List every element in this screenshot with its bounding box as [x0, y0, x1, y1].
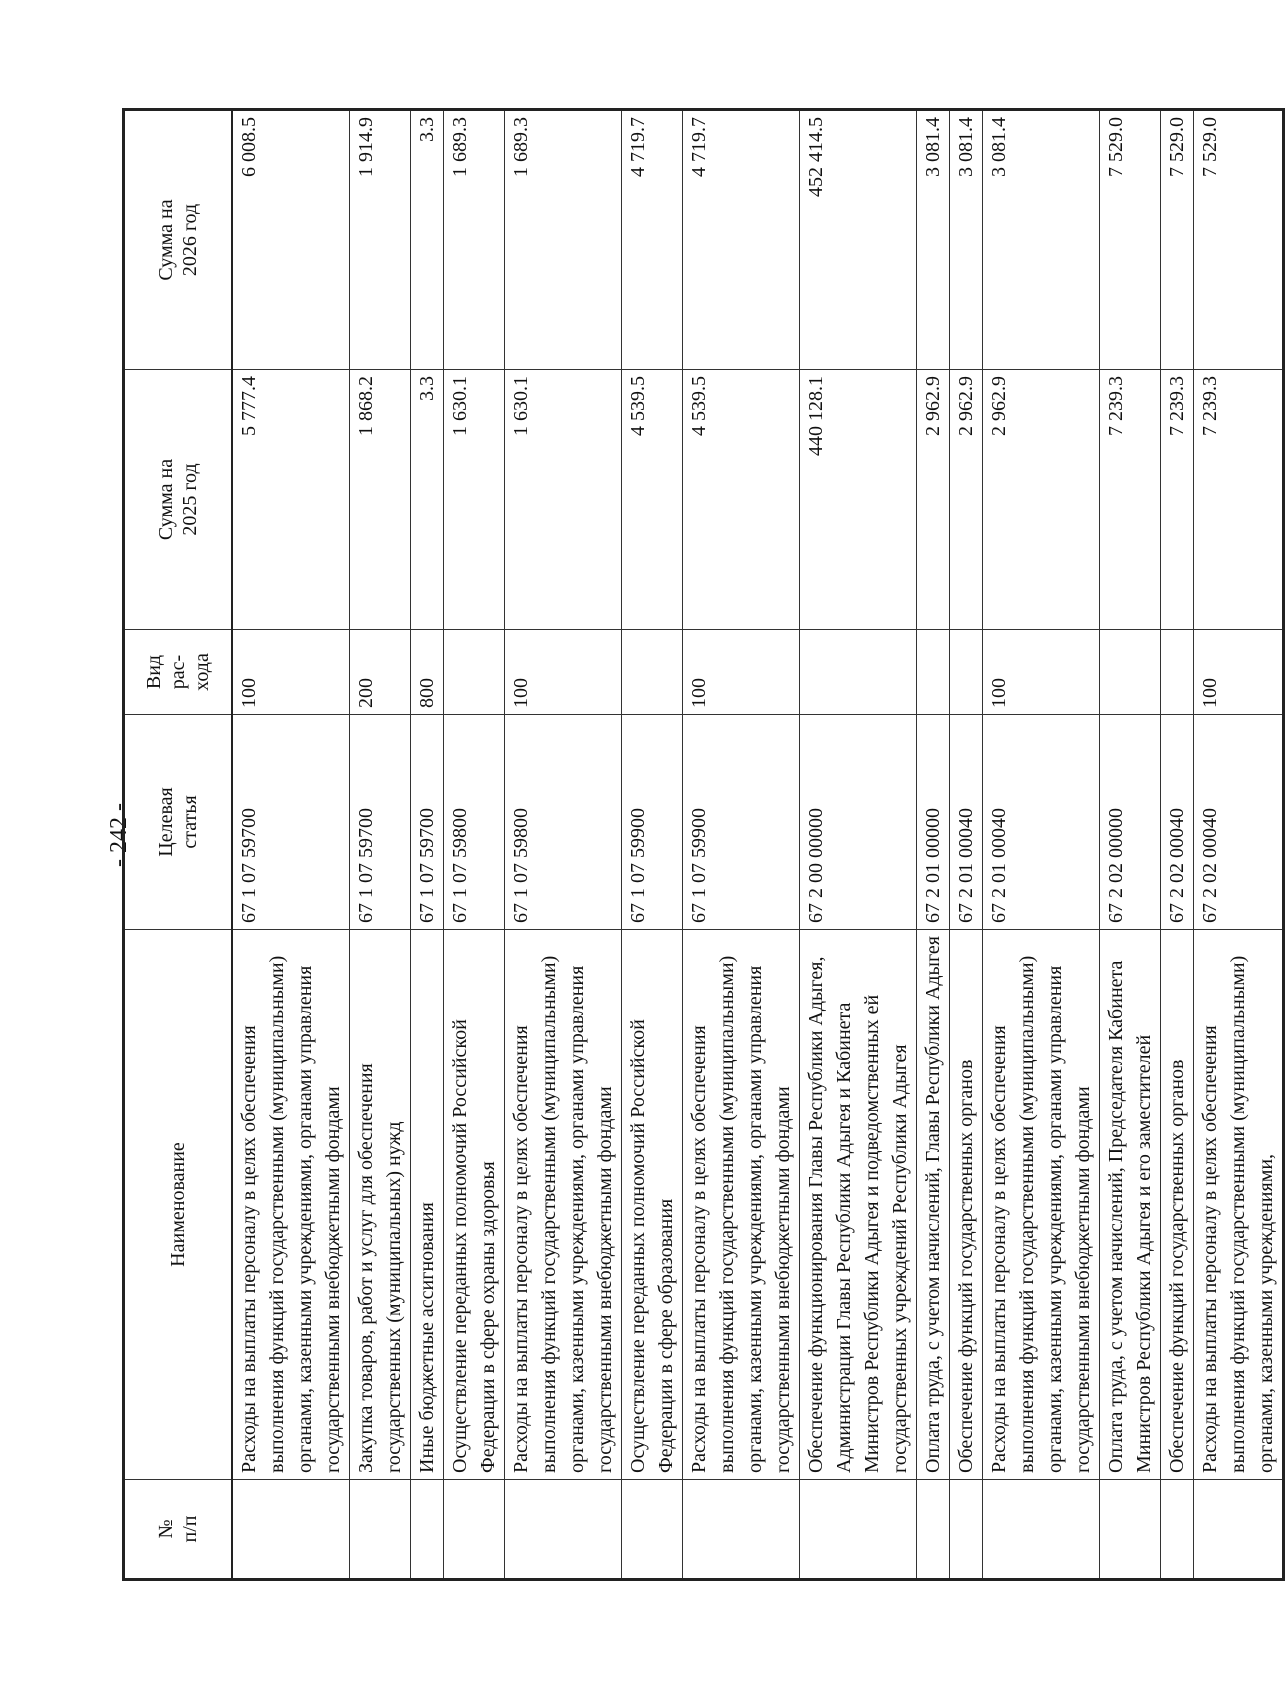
table-row: [982, 110, 1099, 1580]
header-num: № п/п: [124, 1480, 232, 1580]
row-target-article: 67 2 00 00000: [799, 715, 916, 930]
table-row: [621, 110, 682, 1580]
table-row: [916, 110, 949, 1580]
row-sum-2026: 3 081.4: [949, 110, 982, 370]
row-target-article: 67 1 07 59700: [232, 715, 350, 930]
row-name: Расходы на выплаты персоналу в целях обеспечения выполнения функций государственными (муниципальными) органами, казенными учреждениями, органами управления государственными внебюджетными фондами: [504, 930, 621, 1480]
row-num: [682, 1480, 799, 1580]
row-target-article: 67 1 07 59700: [349, 715, 410, 930]
row-target-article: 67 1 07 59700: [410, 715, 443, 930]
row-sum-2026: 7 529.0: [1160, 110, 1193, 370]
row-sum-2025: 440 128.1: [799, 370, 916, 630]
row-sum-2025: 4 539.5: [682, 370, 799, 630]
row-sum-2026: 6 008.5: [232, 110, 350, 370]
row-expense-type: 100: [1193, 630, 1283, 715]
row-name: Обеспечение функций государственных органов: [949, 930, 982, 1480]
table-body: [232, 110, 1284, 1580]
row-name: Расходы на выплаты персоналу в целях обеспечения выполнения функций государственными (муниципальными) органами, казенными учреждениями, органами управления государственными внебюджетными фондами: [982, 930, 1099, 1480]
row-target-article: 67 2 01 00000: [916, 715, 949, 930]
row-sum-2026: 1 689.3: [504, 110, 621, 370]
table-row: [799, 110, 916, 1580]
page-number: - 242 -: [106, 803, 132, 867]
row-name: Оплата труда, с учетом начислений, Главы Республики Адыгея: [916, 930, 949, 1480]
row-sum-2026: 1 689.3: [443, 110, 504, 370]
row-num: [982, 1480, 1099, 1580]
row-sum-2026: 3 081.4: [982, 110, 1099, 370]
table-row: [1193, 110, 1283, 1580]
row-num: [949, 1480, 982, 1580]
row-sum-2025: 4 539.5: [621, 370, 682, 630]
table-row: [1099, 110, 1160, 1580]
row-num: [349, 1480, 410, 1580]
row-target-article: 67 2 02 00000: [1099, 715, 1160, 930]
budget-table-rotated: [122, 111, 1277, 1581]
row-name: Осуществление переданных полномочий Российской Федерации в сфере образования: [621, 930, 682, 1480]
row-expense-type: 200: [349, 630, 410, 715]
table-row: [410, 110, 443, 1580]
budget-table: [122, 108, 1285, 1581]
row-target-article: 67 1 07 59900: [682, 715, 799, 930]
header-sum-2025: Сумма на 2025 год: [124, 370, 232, 630]
row-sum-2025: 7 239.3: [1099, 370, 1160, 630]
row-expense-type: 100: [982, 630, 1099, 715]
row-target-article: 67 2 01 00040: [982, 715, 1099, 930]
budget-table-frame: [122, 111, 1277, 1581]
row-sum-2026: 3.3: [410, 110, 443, 370]
row-expense-type: [799, 630, 916, 715]
row-expense-type: 100: [682, 630, 799, 715]
row-expense-type: [1160, 630, 1193, 715]
row-sum-2026: 7 529.0: [1193, 110, 1283, 370]
row-name: Расходы на выплаты персоналу в целях обеспечения выполнения функций государственными (муниципальными) органами, казенными учреждениями,: [1193, 930, 1283, 1480]
row-name: Иные бюджетные ассигнования: [410, 930, 443, 1480]
row-expense-type: 100: [232, 630, 350, 715]
table-row: [232, 110, 350, 1580]
table-row: [349, 110, 410, 1580]
row-expense-type: 800: [410, 630, 443, 715]
table-row: [504, 110, 621, 1580]
row-name: Обеспечение функционирования Главы Республики Адыгея, Администрации Главы Республики Адыгея и Кабинета Министров Республики Адыгея и подведомственных ей государственных учреждений Республики Адыгея: [799, 930, 916, 1480]
row-expense-type: 100: [504, 630, 621, 715]
row-name: Оплата труда, с учетом начислений, Председателя Кабинета Министров Республики Адыгея и его заместителей: [1099, 930, 1160, 1480]
row-num: [916, 1480, 949, 1580]
row-num: [232, 1480, 350, 1580]
row-sum-2026: 1 914.9: [349, 110, 410, 370]
row-sum-2025: 1 868.2: [349, 370, 410, 630]
row-sum-2025: 1 630.1: [504, 370, 621, 630]
header-target-article: Целевая статья: [124, 715, 232, 930]
row-name: Обеспечение функций государственных органов: [1160, 930, 1193, 1480]
row-sum-2025: 7 239.3: [1193, 370, 1283, 630]
row-sum-2025: 2 962.9: [916, 370, 949, 630]
header-expense-type: Вид рас- хода: [124, 630, 232, 715]
row-target-article: 67 2 02 00040: [1160, 715, 1193, 930]
row-num: [443, 1480, 504, 1580]
row-num: [799, 1480, 916, 1580]
row-name: Закупка товаров, работ и услуг для обеспечения государственных (муниципальных) нужд: [349, 930, 410, 1480]
row-sum-2025: 5 777.4: [232, 370, 350, 630]
row-num: [1160, 1480, 1193, 1580]
row-name: Осуществление переданных полномочий Российской Федерации в сфере охраны здоровья: [443, 930, 504, 1480]
row-num: [621, 1480, 682, 1580]
row-expense-type: [916, 630, 949, 715]
table-header-row: [124, 110, 232, 1580]
row-num: [410, 1480, 443, 1580]
row-sum-2026: 452 414.5: [799, 110, 916, 370]
table-row: [949, 110, 982, 1580]
row-expense-type: [1099, 630, 1160, 715]
row-num: [504, 1480, 621, 1580]
row-sum-2026: 3 081.4: [916, 110, 949, 370]
table-row: [1160, 110, 1193, 1580]
row-sum-2025: 2 962.9: [982, 370, 1099, 630]
row-expense-type: [443, 630, 504, 715]
row-target-article: 67 1 07 59900: [621, 715, 682, 930]
row-sum-2026: 4 719.7: [682, 110, 799, 370]
table-row: [682, 110, 799, 1580]
row-name: Расходы на выплаты персоналу в целях обеспечения выполнения функций государственными (муниципальными) органами, казенными учреждениями, органами управления государственными внебюджетными фондами: [232, 930, 350, 1480]
row-target-article: 67 2 01 00040: [949, 715, 982, 930]
row-num: [1099, 1480, 1160, 1580]
row-target-article: 67 2 02 00040: [1193, 715, 1283, 930]
row-target-article: 67 1 07 59800: [504, 715, 621, 930]
row-sum-2025: 1 630.1: [443, 370, 504, 630]
row-sum-2025: 2 962.9: [949, 370, 982, 630]
row-name: Расходы на выплаты персоналу в целях обеспечения выполнения функций государственными (муниципальными) органами, казенными учреждениями, органами управления государственными внебюджетными фондами: [682, 930, 799, 1480]
table-row: [443, 110, 504, 1580]
row-sum-2025: 3.3: [410, 370, 443, 630]
row-num: [1193, 1480, 1283, 1580]
row-target-article: 67 1 07 59800: [443, 715, 504, 930]
row-sum-2025: 7 239.3: [1160, 370, 1193, 630]
row-expense-type: [949, 630, 982, 715]
row-sum-2026: 7 529.0: [1099, 110, 1160, 370]
header-name: Наименование: [124, 930, 232, 1480]
header-sum-2026: Сумма на 2026 год: [124, 110, 232, 370]
row-sum-2026: 4 719.7: [621, 110, 682, 370]
row-expense-type: [621, 630, 682, 715]
